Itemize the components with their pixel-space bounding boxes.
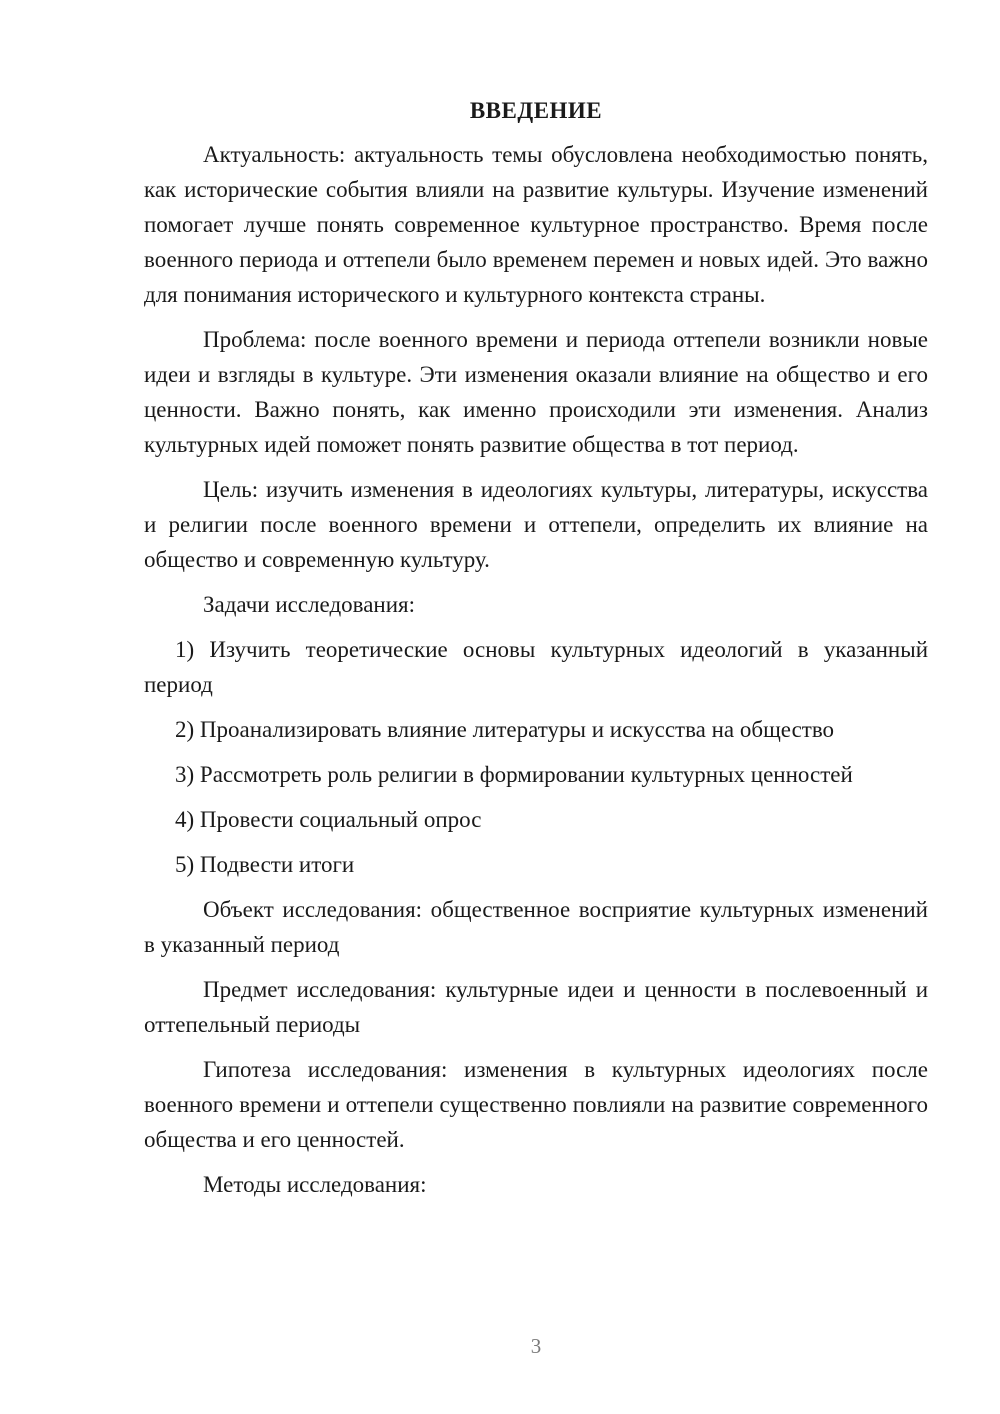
- list-item: 1) Изучить теоретические основы культурных идеологий в указанный период: [144, 637, 928, 697]
- list-item: 5) Подвести итоги: [175, 852, 355, 877]
- hypothesis-paragraph: Гипотеза исследования: изменения в культурных идеологиях после военного времени и оттепели существенно повлияли на развитие современного общества и его ценностей.: [144, 1057, 928, 1152]
- list-item: 3) Рассмотреть роль религии в формировании культурных ценностей: [175, 762, 853, 787]
- relevance-paragraph: Актуальность: актуальность темы обусловлена необходимостью понять, как исторические события влияли на развитие культуры. Изучение изменений помогает лучше понять современное культурное пространство. Время после военного периода и оттепели было временем перемен и новых идей. Это важно для понимания исторического и культурного контекста страны.: [144, 142, 928, 307]
- tasks-list: [144, 632, 928, 882]
- tasks-heading: Задачи исследования:: [203, 592, 416, 617]
- list-item: 4) Провести социальный опрос: [175, 807, 482, 832]
- problem-paragraph: Проблема: после военного времени и периода оттепели возникли новые идеи и взгляды в культуре. Эти изменения оказали влияние на общество и его ценности. Важно понять, как именно происходили эти изменения. Анализ культурных идей поможет понять развитие общества в тот период.: [144, 327, 928, 457]
- page-title: ВВЕДЕНИЕ: [469, 98, 603, 123]
- list-item: 2) Проанализировать влияние литературы и искусства на общество: [175, 717, 835, 742]
- goal-paragraph: Цель: изучить изменения в идеологиях культуры, литературы, искусства и религии после военного времени и оттепели, определить их влияние на общество и современную культуру.: [144, 477, 928, 572]
- page-content: [144, 93, 928, 1212]
- subject-paragraph: Предмет исследования: культурные идеи и ценности в послевоенный и оттепельный периоды: [144, 977, 928, 1037]
- page-number: 3: [530, 1334, 542, 1358]
- object-paragraph: Объект исследования: общественное восприятие культурных изменений в указанный период: [144, 897, 928, 957]
- methods-heading: Методы исследования:: [203, 1172, 427, 1197]
